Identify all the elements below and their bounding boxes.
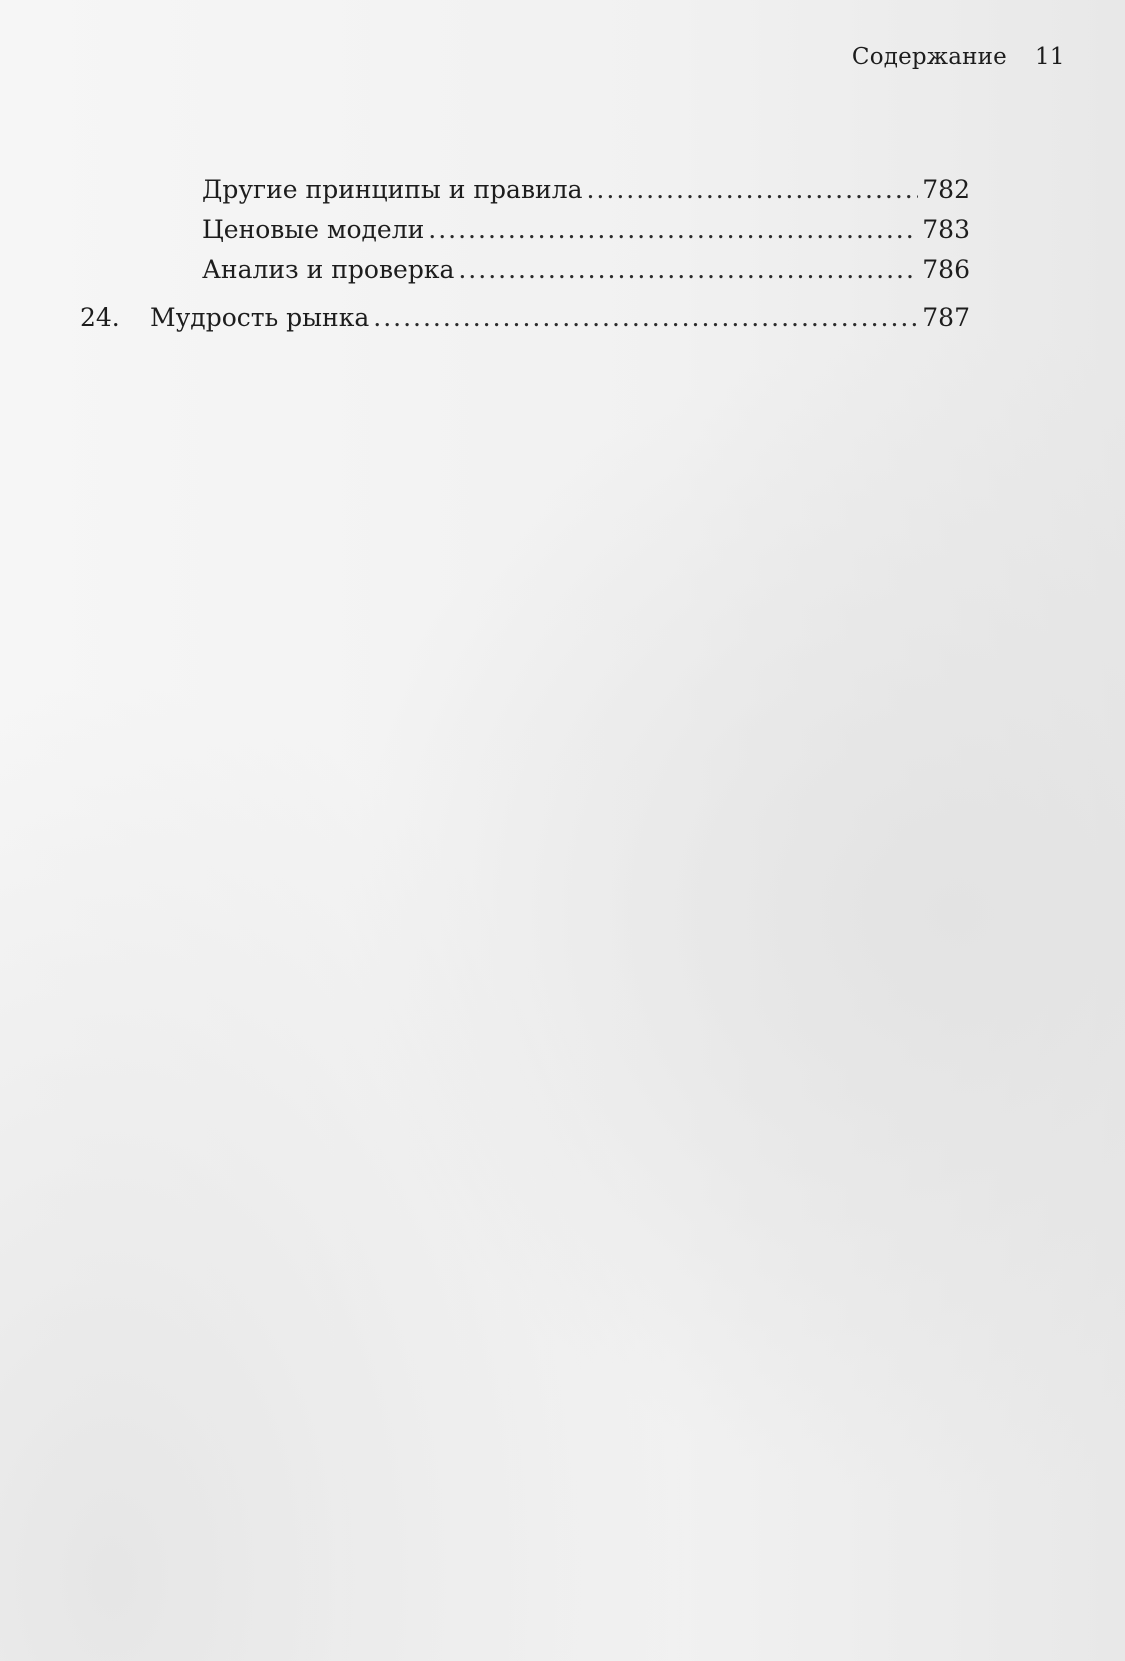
running-head-title: Содержание [851, 44, 1007, 70]
toc-entry-page: 783 [922, 215, 970, 244]
toc-leader-dots [458, 255, 918, 284]
toc-chapter-entry [80, 303, 970, 343]
toc-entry-page: 782 [922, 175, 970, 204]
toc-entry-page: 786 [922, 255, 970, 284]
toc-entry-title: Ценовые модели [202, 215, 425, 244]
table-of-contents [80, 175, 970, 343]
toc-entry [80, 175, 970, 215]
toc-leader-dots [428, 215, 918, 244]
toc-entry-page: 787 [922, 303, 970, 332]
toc-entry [80, 215, 970, 255]
toc-entry-title: Анализ и проверка [202, 255, 455, 284]
toc-leader-dots [373, 303, 918, 332]
toc-entry-title: Другие принципы и правила [202, 175, 583, 204]
running-head [851, 44, 1065, 70]
page-number: 11 [1035, 44, 1065, 70]
toc-entry [80, 255, 970, 295]
toc-entry-title: Мудрость рынка [150, 303, 370, 332]
toc-leader-dots [586, 175, 918, 204]
toc-chapter-number: 24. [80, 303, 120, 332]
